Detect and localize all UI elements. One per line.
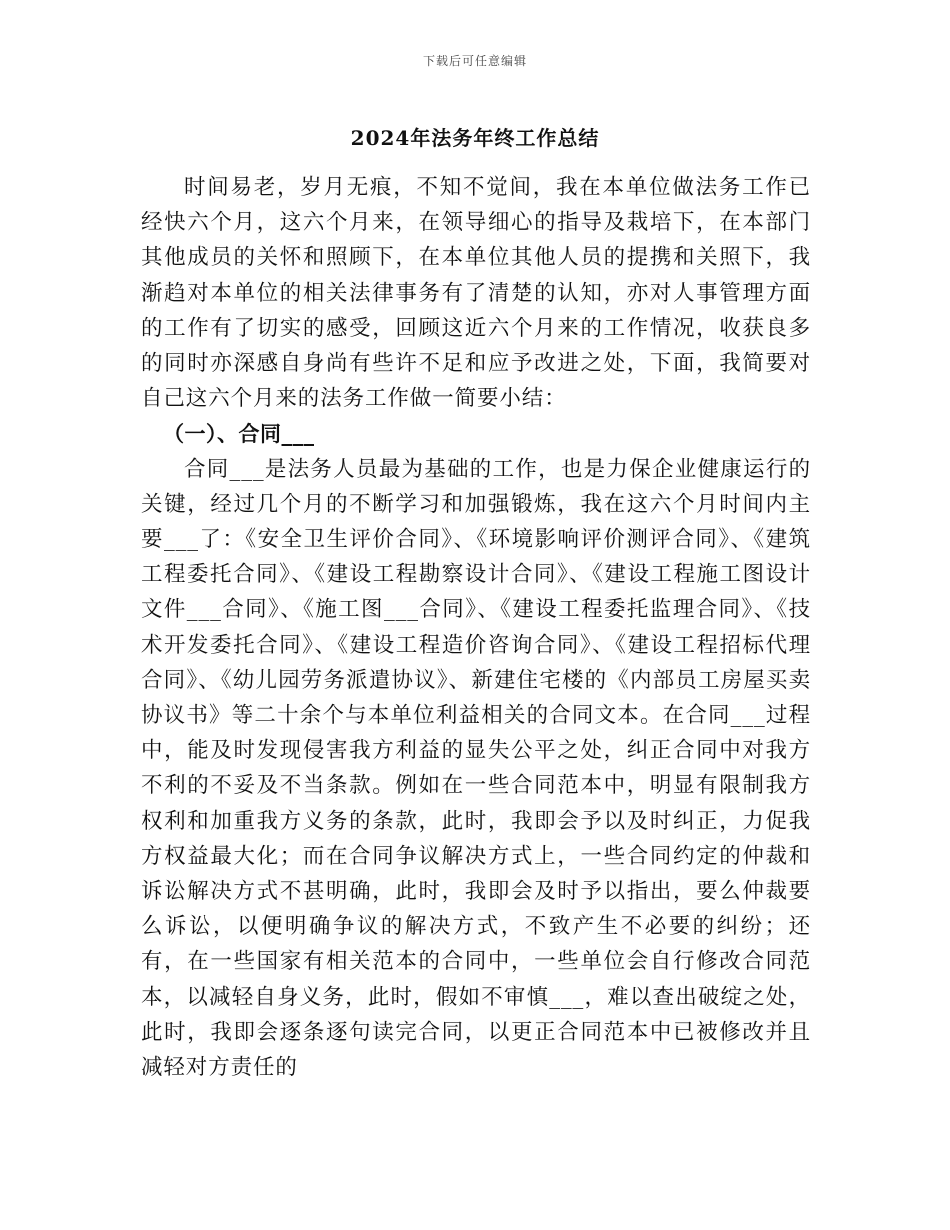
page-header-note: 下载后可任意编辑 xyxy=(422,54,527,68)
contract-paragraph: 合同___是法务人员最为基础的工作，也是力保企业健康运行的关键，经过几个月的不断学习和加强锻炼，我在这六个月时间内主要___了：《安全卫生评价合同》、《环境影响评价测评合同》、《建筑工程委托合同》、《建设工程勘察设计合同》、《建设工程施工图设计文件___合同》、《施工图___合同》、《建设工程委托监理合同》、《技术开发委托合同》、《建设工程造价咨询合同》、《建设工程招标代理合同》、《幼儿园劳务派遣协议》、新建住宅楼的《内部员工房屋买卖协议书》等二十余个与本单位利益相关的合同文本。在合同___过程中，能及时发现侵害我方利益的显失公平之处，纠正合同中对我方不利的不妥及不当条款。例如在一些合同范本中，明显有限制我方权利和加重我方义务的条款，此时，我即会予以及时纠正，力促我方权益最大化；而在合同争议解决方式上，一些合同约定的仲裁和诉讼解决方式不甚明确，此时，我即会及时予以指出，要么仲裁要么诉讼，以便明确争议的解决方式，不致产生不必要的纠纷；还有，在一些国家有相关范本的合同中，一些单位会自行修改合同范本，以减轻自身义务，此时，假如不审慎___，难以查出破绽之处，此时，我即会逐条逐句读完合同，以更正合同范本中已被修改并且减轻对方责任的 xyxy=(141,456,811,1081)
document-body xyxy=(141,170,811,1085)
section-heading-contract: （一）、合同___ xyxy=(163,421,315,447)
intro-paragraph: 时间易老，岁月无痕，不知不觉间，我在本单位做法务工作已经快六个月，这六个月来，在领导细心的指导及栽培下，在本部门其他成员的关怀和照顾下，在本单位其他人员的提携和关照下，我渐趋对本单位的相关法律事务有了清楚的认知，亦对人事管理方面的工作有了切实的感受，回顾这近六个月来的工作情况，收获良多的同时亦深感自身尚有些许不足和应予改进之处，下面，我简要对自己这六个月来的法务工作做一简要小结： xyxy=(141,175,811,412)
document-title: 2024年法务年终工作总结 xyxy=(350,126,600,150)
